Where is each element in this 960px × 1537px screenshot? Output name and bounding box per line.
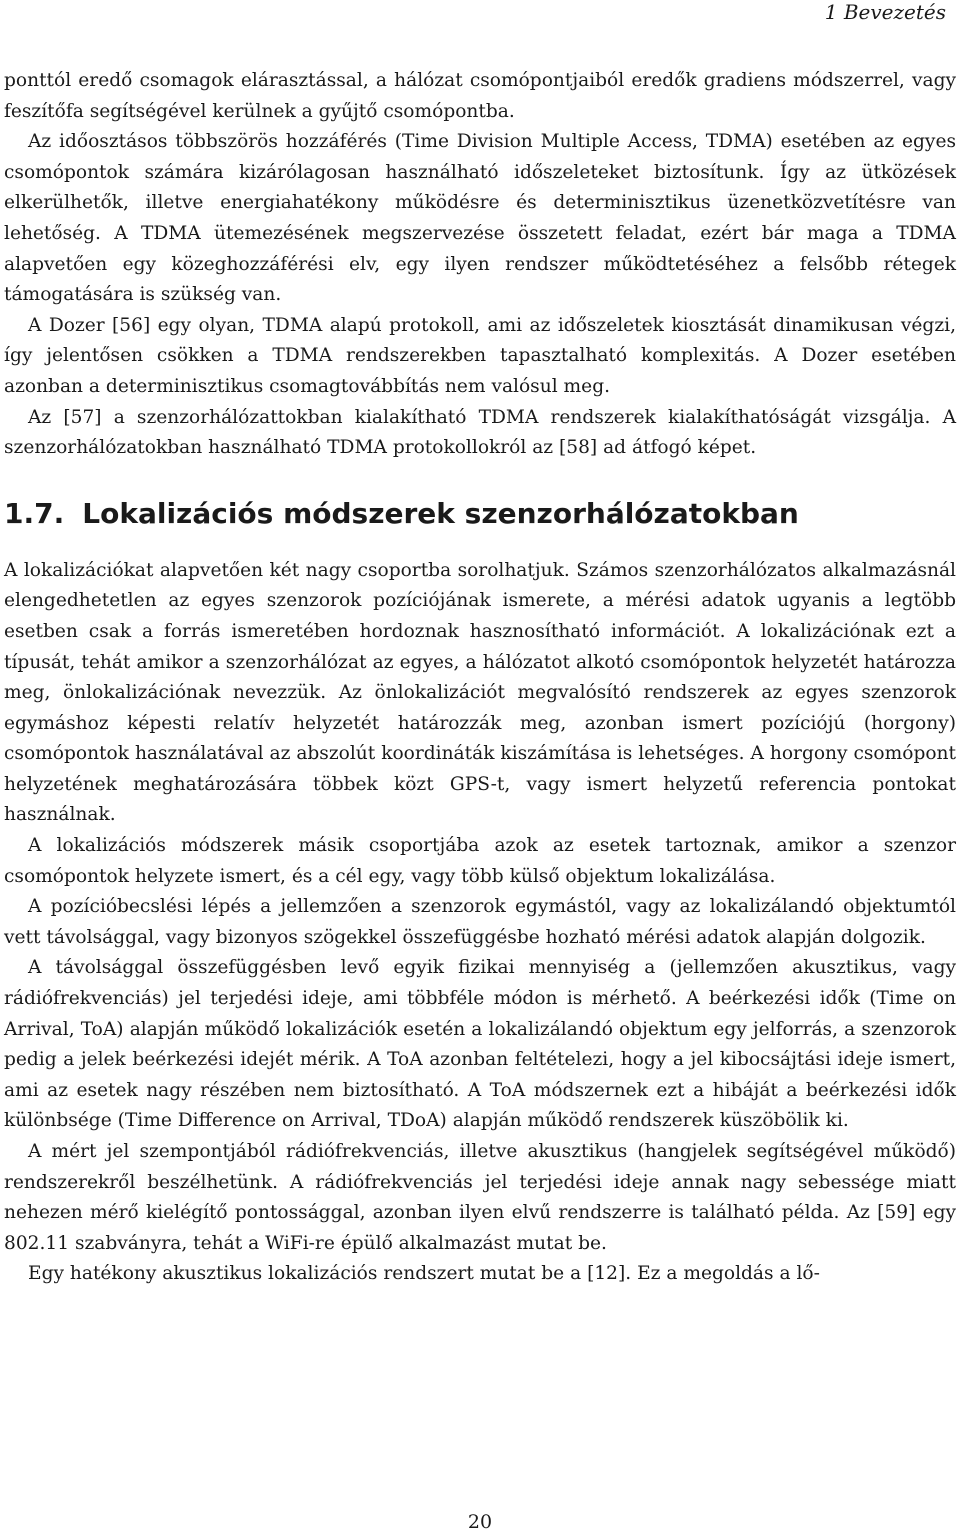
paragraph: A távolsággal összefüggésben levő egyik fizikai mennyiség a (jellemzően akusztikus, vagy rádiófrekvenciás) jel terjedési ideje, ami többféle módon is mérhető. A beérkezési idők (Time on Arrival, ToA) alapján működő lokalizációk esetén a lokalizálandó objektum egy jelforrás, a szenzorok pedig a jelek beérkezési idejét mérik. A ToA azonban feltételezi, hogy a jel kibocsájtási ideje ismert, ami az esetek nagy részében nem biztosítható. A ToA módszernek ezt a hibáját a beérkezési idők különbsége (Time Difference on Arrival, TDoA) alapján működő rendszerek küszöbölik ki. [4, 957, 956, 1132]
section-number: 1.7. [4, 496, 65, 530]
paragraph: A pozícióbecslési lépés a jellemzően a szenzorok egymástól, vagy az lokalizálandó objektumtól vett távolsággal, vagy bizonyos szögekkel összefüggésbe hozható mérési adatok alapján dolgozik. [4, 896, 956, 948]
page-number: 20 [467, 1511, 493, 1533]
running-header: 1 Bevezetés [824, 0, 946, 24]
paragraph: A mért jel szempontjából rádiófrekvenciás, illetve akusztikus (hangjelek segítségével működő) rendszerekről beszélhetünk. A rádiófrekvenciás jel terjedési ideje annak nagy sebessége miatt nehezen mérő kielégítő pontossággal, azonban ilyen elvű rendszerre is található példa. Az [59] egy 802.11 szabványra, tehát a WiFi-re épülő alkalmazást mutat be. [4, 1141, 956, 1254]
section-heading [4, 496, 956, 532]
section-title: Lokalizációs módszerek szenzorhálózatokban [82, 496, 799, 530]
paragraph: Az [57] a szenzorhálózattokban kialakítható TDMA rendszerek kialakíthatóságát vizsgálja. A szenzorhálózatokban használható TDMA protokollokról az [58] ad átfogó képet. [4, 406, 956, 459]
paragraph: A lokalizációs módszerek másik csoportjába azok az esetek tartoznak, amikor a szenzor csomópontok helyzete ismert, és a cél egy, vagy több külső objektum lokalizálása. [4, 835, 956, 887]
paragraph: ponttól eredő csomagok elárasztással, a hálózat csomópontjaiból eredők gradiens módszerrel, vagy feszítőfa segítségével kerülnek a gyűjtő csomópontba. [4, 70, 956, 122]
body-text [4, 66, 956, 1290]
paragraph: Egy hatékony akusztikus lokalizációs rendszert mutat be a [12]. Ez a megoldás a lő- [28, 1263, 820, 1285]
paragraph: A Dozer [56] egy olyan, TDMA alapú protokoll, ami az időszeletek kiosztását dinamikusan végzi, így jelentősen csökken a TDMA rendszerekben tapasztalható komplexitás. A Dozer esetében azonban a determinisztikus csomagtovábbítás nem valósul meg. [4, 314, 956, 397]
paragraph: A lokalizációkat alapvetően két nagy csoportba sorolhatjuk. Számos szenzorhálózatos alkalmazásnál elengedhetetlen az egyes szenzorok pozíciójának ismerete, a mérési adatok ugyanis a legtöbb esetben csak a forrás ismeretében hordoznak hasznosítható információt. A lokalizációnak ezt a típusát, tehát amikor a szenzorhálózat az egyes, a hálózatot alkotó csomópontok helyzetét határozza meg, önlokalizációnak nevezzük. Az önlokalizációt megvalósító rendszerek az egyes szenzorok egymáshoz képesti relatív helyzetét határozzák meg, azonban ismert pozíciójú (horgony) csomópontok használatával az abszolút koordináták kiszámítása is lehetséges. A horgony csomópont helyzetének meghatározására többek közt GPS-t, vagy ismert helyzetű referencia pontokat használnak. [4, 559, 956, 826]
paragraph: Az időosztásos többszörös hozzáférés (Time Division Multiple Access, TDMA) esetében az egyes csomópontok számára kizárólagosan használható időszeleteket biztosítunk. Így az ütközések elkerülhetők, illetve energiahatékony működésre és determinisztikus üzenetközvetítésre van lehetőség. A TDMA ütemezésének megszervezése összetett feladat, ezért bár maga a TDMA alapvetően egy közeghozzáférési elv, egy ilyen rendszer működtetéséhez a felsőbb rétegek támogatására is szükség van. [4, 131, 956, 306]
